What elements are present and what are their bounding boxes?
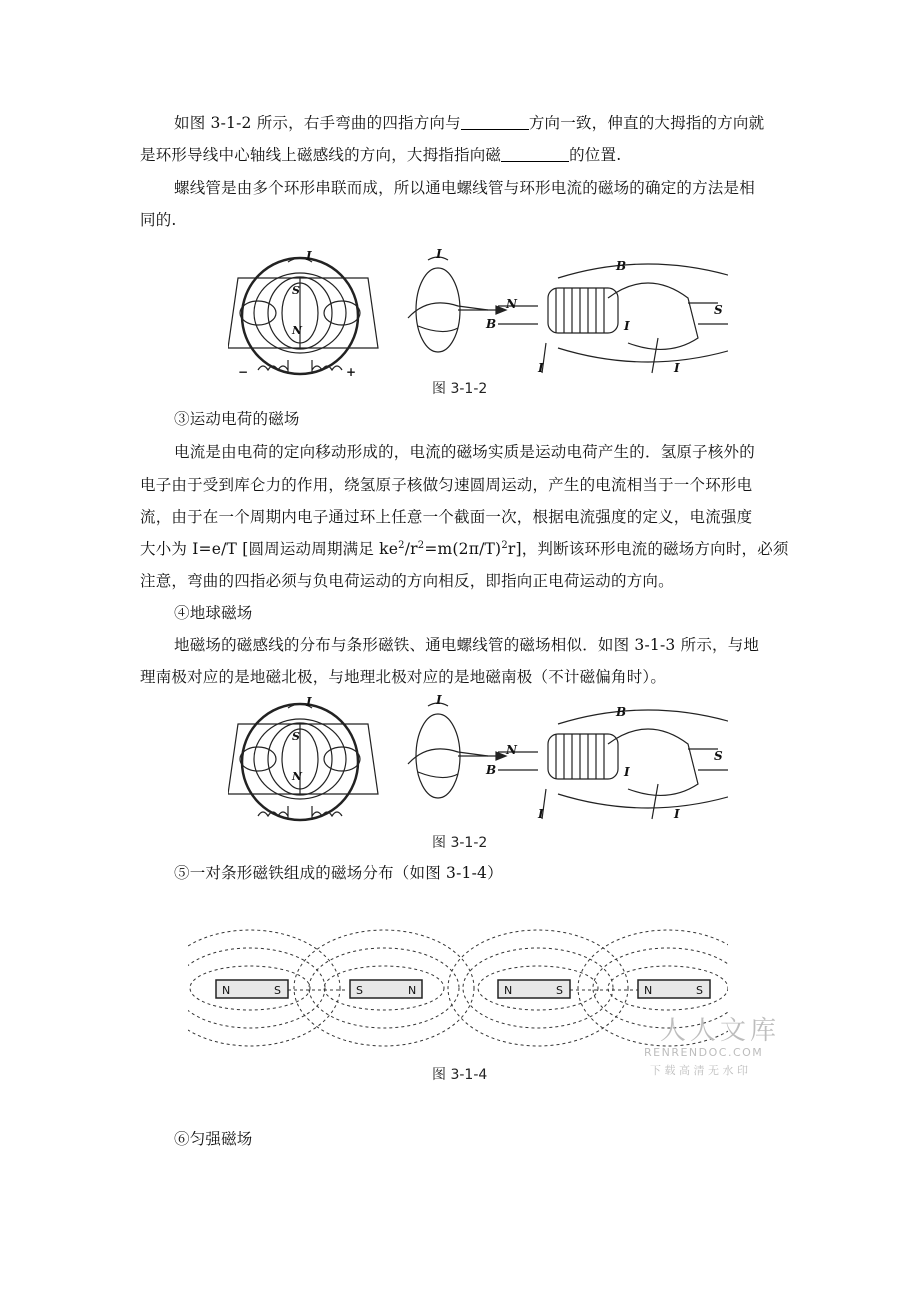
watermark-logo: 人人文库 [660,1016,781,1046]
label-field-b-1: B [486,763,497,777]
label-field-b-1: B [486,317,497,331]
label-current-4: I [538,361,544,375]
label-n-2: N [506,743,517,757]
text-line: 螺线管是由多个环形串联而成，所以通电螺线管与环形电流的磁场的确定的方法是相 [174,179,755,197]
label-current-2: I [436,248,442,261]
label-current-1: I [306,249,312,263]
watermark-slogan: 下 载 高 清 无 水 印 [650,1064,748,1077]
magnet-pole-n: N [504,984,513,997]
text-line: 电子由于受到库仑力的作用，绕氢原子核做匀速圆周运动，产生的电流相当于一个环形电 [140,476,753,494]
label-field-b-2: B [616,705,627,719]
section-heading: ⑥匀强磁场 [174,1130,253,1148]
figure-caption: 图 3-1-4 [432,1067,488,1083]
answer-blank[interactable] [501,145,569,162]
answer-blank[interactable] [461,113,529,130]
label-field-b-2: B [616,259,627,273]
magnet-pole-n: N [644,984,653,997]
figure-3-1-4 [188,912,728,1062]
label-s-2: S [714,749,723,763]
figure-caption: 图 3-1-2 [432,835,488,851]
text-line: 同的. [140,211,177,229]
magnet-pole-n: N [222,984,231,997]
text-line: 地磁场的磁感线的分布与条形磁铁、通电螺线管的磁场相似．如图 3-1-3 所示，与地 [174,636,760,654]
section-heading: ③运动电荷的磁场 [174,410,300,428]
label-minus: − [238,365,249,379]
label-s-1: S [292,284,300,297]
watermark-domain: RENRENDOC.COM [644,1046,764,1059]
figure-caption: 图 3-1-2 [432,381,488,397]
label-current-3: I [624,319,630,333]
label-current-2: I [436,694,442,707]
magnet-pole-s: S [274,984,281,997]
text-line: 大小为 I=e/T [圆周运动周期满足 $ke^2/r^2=m(2\pi/T)^2r$]，判断该环形电流的磁场方向时，必须 [140,539,789,558]
label-n-1: N [292,324,303,337]
figure-3-1-2-top [228,248,728,383]
section-heading: ⑤一对条形磁铁组成的磁场分布（如图 3-1-4） [174,864,503,882]
label-current-1: I [306,695,312,709]
label-n-1: N [292,770,303,783]
magnet-pole-s: S [696,984,703,997]
label-s-1: S [292,730,300,743]
text-line: 是环形导线中心轴线上磁感线的方向，大拇指指向磁 的位置. [140,146,622,164]
label-current-4: I [538,807,544,821]
text-line: 流，由于在一个周期内电子通过环上任意一个截面一次，根据电流强度的定义，电流强度 [140,508,753,526]
label-current-3: I [624,765,630,779]
text-line: 如图 3-1-2 所示，右手弯曲的四指方向与 方向一致，伸直的大拇指的方向就 [174,114,765,132]
magnet-pole-s: S [556,984,563,997]
magnet-pole-s: S [356,984,363,997]
text-line: 理南极对应的是地磁北极，与地理北极对应的是地磁南极（不计磁偏角时）。 [140,668,667,686]
label-plus: + [346,365,357,379]
magnet-pole-n: N [408,984,417,997]
figure-3-1-2-bottom [228,694,728,829]
label-n-2: N [506,297,517,311]
text-line: 注意，弯曲的四指必须与负电荷运动的方向相反，即指向正电荷运动的方向。 [140,572,674,590]
text-line: 电流是由电荷的定向移动形成的，电流的磁场实质是运动电荷产生的．氢原子核外的 [174,443,755,461]
label-s-2: S [714,303,723,317]
label-current-5: I [674,807,680,821]
section-heading: ④地球磁场 [174,604,253,622]
label-current-5: I [674,361,680,375]
